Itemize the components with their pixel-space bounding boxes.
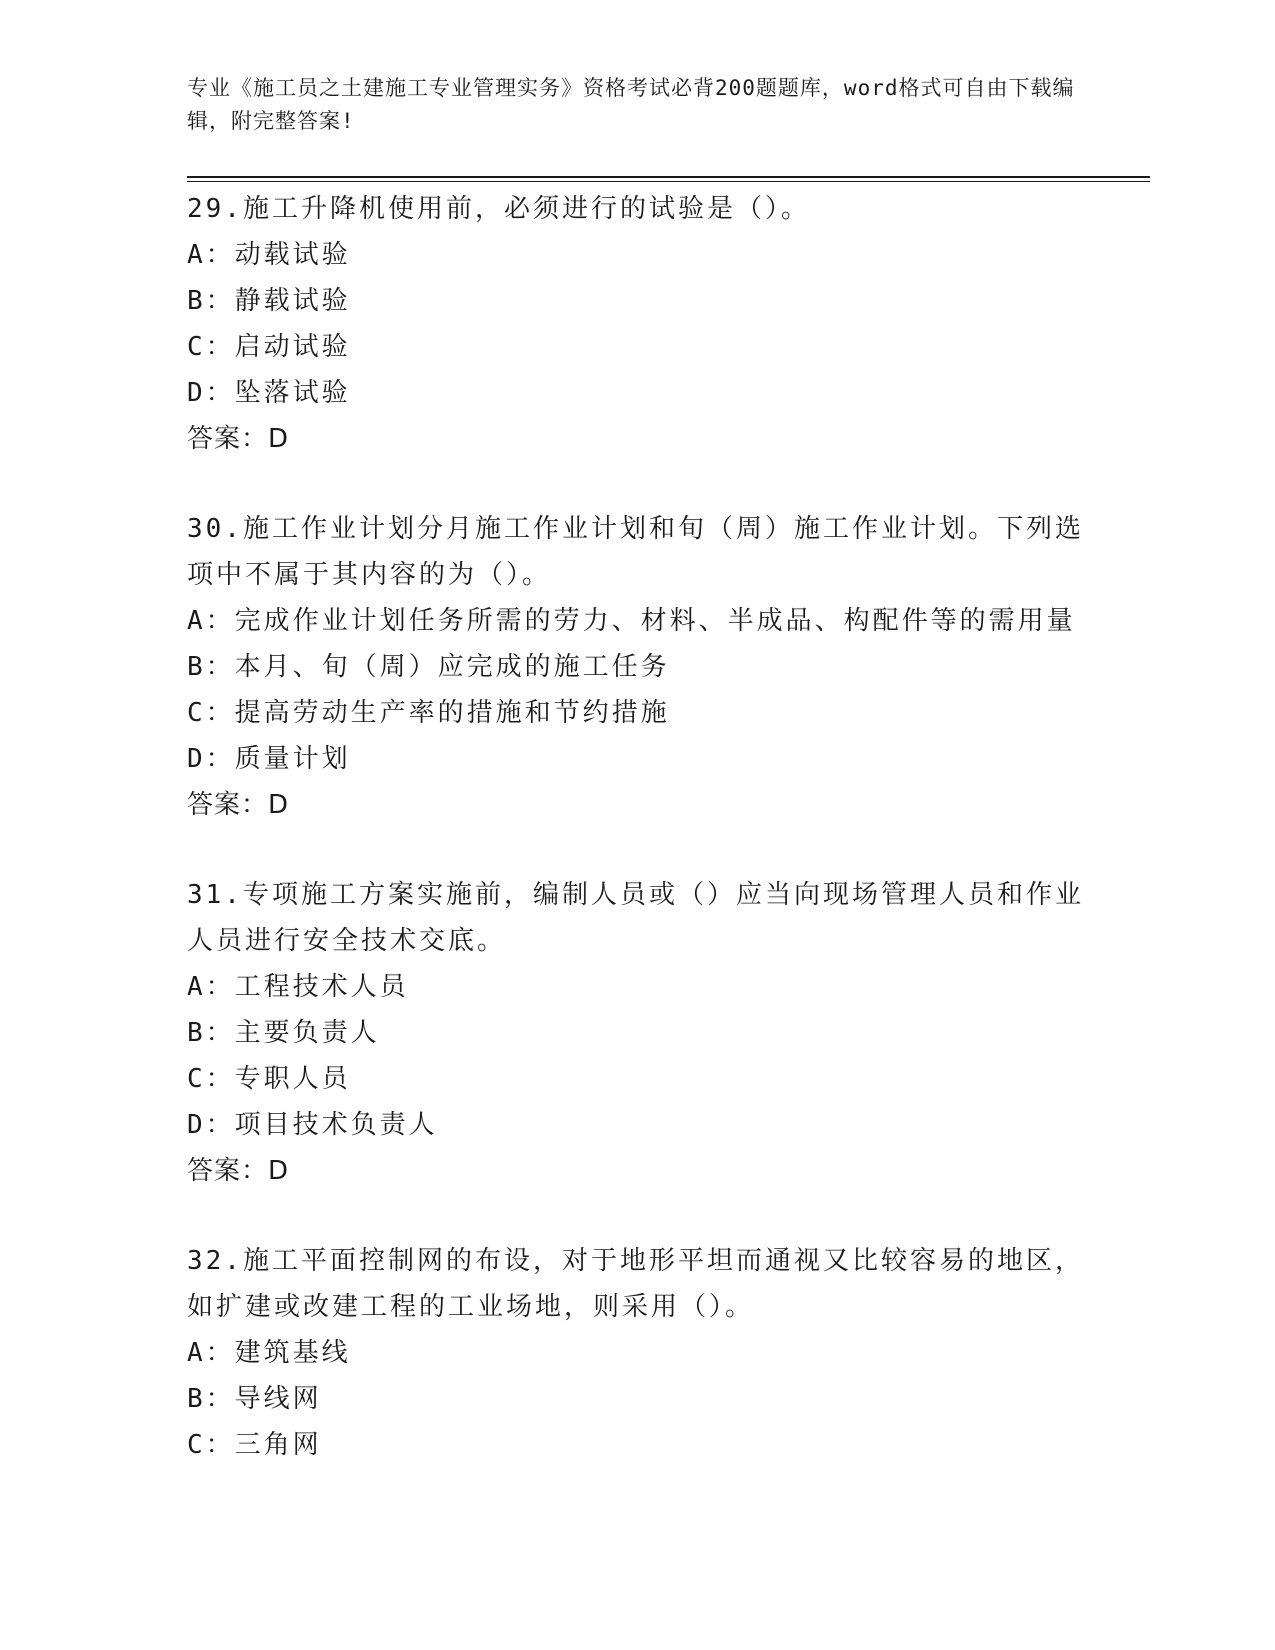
question-29 — [187, 186, 1087, 462]
question-stem: 31.专项施工方案实施前，编制人员或（）应当向现场管理人员和作业人员进行安全技术交底。 — [187, 880, 1084, 956]
option-c: C：启动试验 — [187, 332, 351, 362]
option-c: C：专职人员 — [187, 1064, 351, 1094]
question-stem: 30.施工作业计划分月施工作业计划和旬（周）施工作业计划。下列选项中不属于其内容的为（）。 — [187, 514, 1084, 590]
option-d: D：坠落试验 — [187, 378, 351, 408]
document-header-title: 专业《施工员之土建施工专业管理实务》资格考试必背200题题库，word格式可自由下载编辑，附完整答案! — [187, 76, 1075, 133]
answer-line: 答案：D — [187, 424, 290, 454]
question-30 — [187, 506, 1087, 828]
header-divider-thin — [187, 181, 1150, 182]
option-c: C：三角网 — [187, 1430, 322, 1460]
option-c: C：提高劳动生产率的措施和节约措施 — [187, 698, 670, 728]
question-31 — [187, 872, 1087, 1194]
option-a: A：动载试验 — [187, 240, 351, 270]
option-d: D：质量计划 — [187, 744, 351, 774]
option-d: D：项目技术负责人 — [187, 1110, 438, 1140]
option-b: B：本月、旬（周）应完成的施工任务 — [187, 652, 670, 682]
option-a: A：建筑基线 — [187, 1338, 351, 1368]
option-b: B：主要负责人 — [187, 1018, 380, 1048]
question-stem: 32.施工平面控制网的布设，对于地形平坦而通视又比较容易的地区，如扩建或改建工程的工业场地，则采用（）。 — [187, 1246, 1084, 1322]
answer-line: 答案：D — [187, 1156, 290, 1186]
question-list — [187, 186, 1087, 1512]
answer-line: 答案：D — [187, 790, 290, 820]
option-a: A：完成作业计划任务所需的劳力、材料、半成品、构配件等的需用量 — [187, 606, 1076, 636]
question-stem: 29.施工升降机使用前，必须进行的试验是（）。 — [187, 194, 810, 224]
header-divider-thick — [187, 176, 1150, 178]
option-b: B：静载试验 — [187, 286, 351, 316]
question-32 — [187, 1238, 1087, 1468]
option-a: A：工程技术人员 — [187, 972, 409, 1002]
option-b: B：导线网 — [187, 1384, 322, 1414]
